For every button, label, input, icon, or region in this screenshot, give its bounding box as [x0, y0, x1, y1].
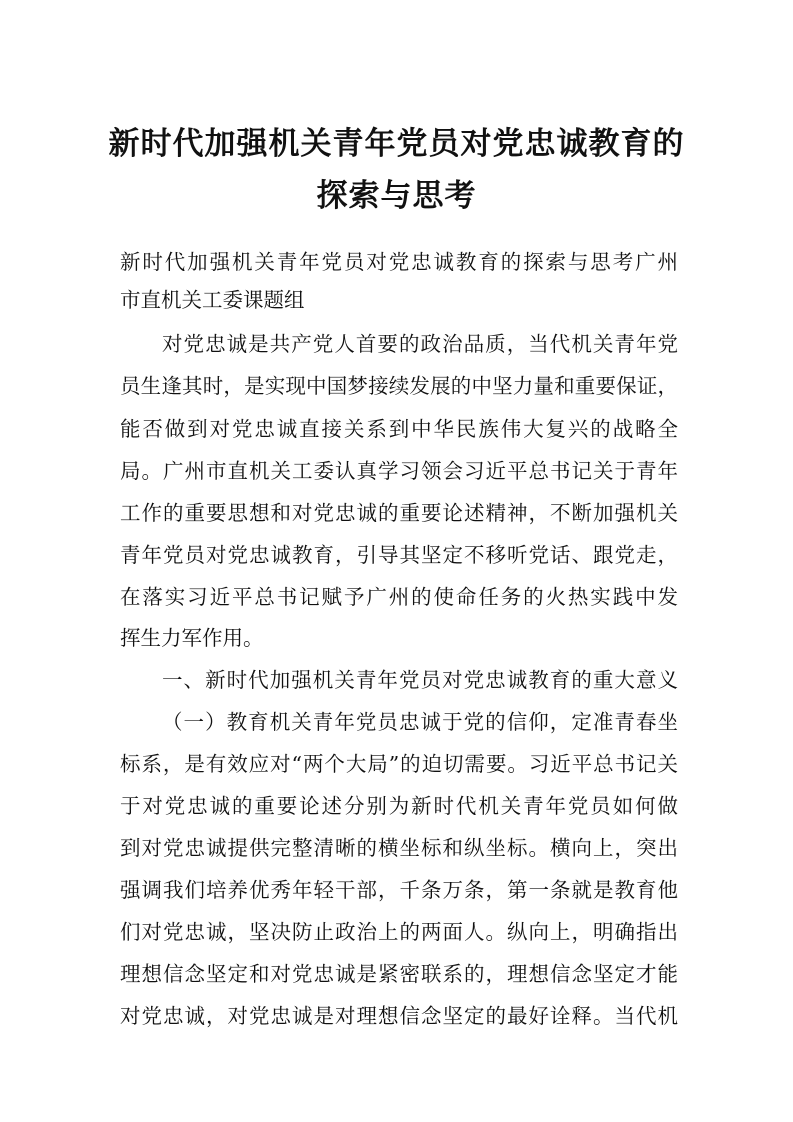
paragraph-line: 对党忠诚是共产党人首要的政治品质，当代机关青年党 [162, 332, 678, 356]
paragraph-line: 到对党忠诚提供完整清晰的横坐标和纵坐标。横向上，突出 [120, 836, 678, 860]
paragraph-line: 能否做到对党忠诚直接关系到中华民族伟大复兴的战略全 [120, 417, 678, 441]
byline-line: 市直机关工委课题组 [120, 288, 305, 312]
paragraph-line: 局。广州市直机关工委认真学习领会习近平总书记关于青年 [120, 459, 678, 483]
byline-line: 新时代加强机关青年党员对党忠诚教育的探索与思考广州 [120, 250, 678, 274]
document-title-line-2: 探索与思考 [316, 178, 477, 214]
paragraph-line: 们对党忠诚，坚决防止政治上的两面人。纵向上，明确指出 [120, 920, 678, 944]
paragraph-line: 在落实习近平总书记赋予广州的使命任务的火热实践中发 [120, 585, 678, 609]
paragraph-line: 理想信念坚定和对党忠诚是紧密联系的，理想信念坚定才能 [120, 962, 678, 986]
paragraph-line: 青年党员对党忠诚教育，引导其坚定不移听党话、跟党走， [120, 543, 678, 567]
paragraph-line: 强调我们培养优秀年轻干部，千条万条，第一条就是教育他 [120, 878, 678, 902]
paragraph-line: 对党忠诚，对党忠诚是对理想信念坚定的最好诠释。当代机 [120, 1004, 678, 1028]
document-title-line-1: 新时代加强机关青年党员对党忠诚教育的 [108, 126, 685, 162]
paragraph-line: 工作的重要思想和对党忠诚的重要论述精神，不断加强机关 [120, 501, 678, 525]
paragraph-line: 员生逢其时，是实现中国梦接续发展的中坚力量和重要保证， [120, 374, 678, 398]
section-heading: 一、新时代加强机关青年党员对党忠诚教育的重大意义 [162, 668, 678, 692]
paragraph-line: 挥生力军作用。 [120, 626, 264, 650]
paragraph-line: 于对党忠诚的重要论述分别为新时代机关青年党员如何做 [120, 794, 678, 818]
paragraph-line: 标系，是有效应对“两个大局”的迫切需要。习近平总书记关 [120, 752, 678, 776]
paragraph-line: （一）教育机关青年党员忠诚于党的信仰，定准青春坐 [162, 710, 678, 734]
